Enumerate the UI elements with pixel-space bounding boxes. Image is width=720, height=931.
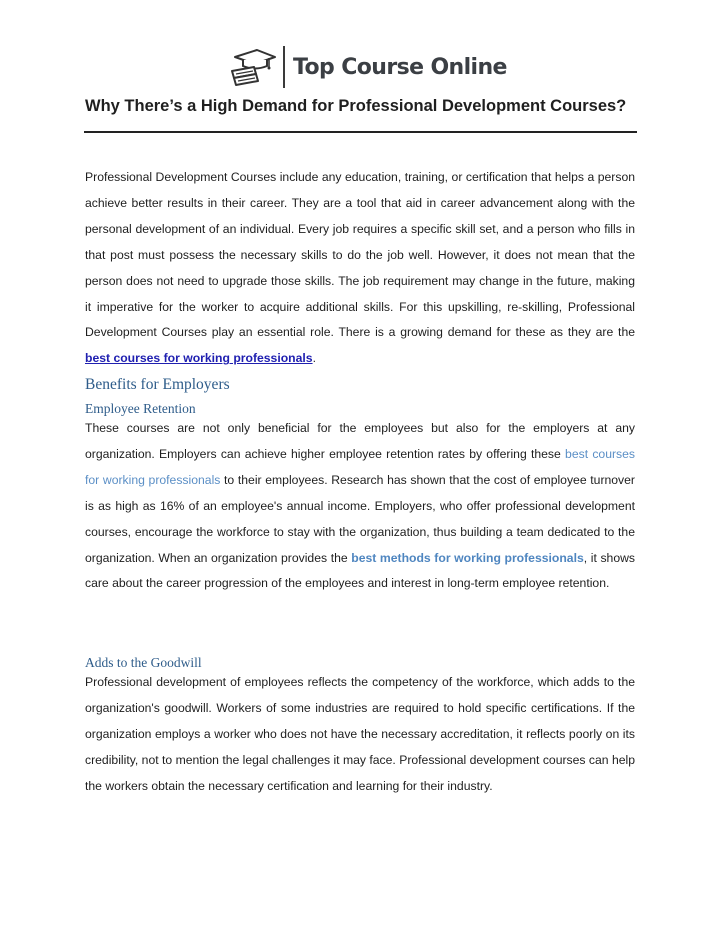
- title-divider: [84, 131, 637, 133]
- retention-text-1: These courses are not only beneficial for the employees but also for the employers at any organization. Employers can achieve higher employee retention rates by offering these: [85, 421, 635, 461]
- benefits-heading: Benefits for Employers: [85, 376, 230, 393]
- retention-heading: Employee Retention: [85, 401, 196, 416]
- best-methods-link[interactable]: best methods for working professionals: [351, 550, 584, 565]
- intro-paragraph: [85, 165, 635, 372]
- intro-end: .: [312, 351, 316, 366]
- best-courses-link-2[interactable]: best courses for working professionals: [85, 446, 635, 487]
- best-courses-link[interactable]: best courses for working professionals: [85, 351, 313, 366]
- logo-divider: [283, 46, 285, 88]
- retention-text-3: , it shows care about the career progression of the employees and interest in long-term employee retention.: [85, 550, 635, 591]
- retention-text-2: to their employees. Research has shown that the cost of employee turnover is as high as 16% of an employee's annual income. Employers, who offer professional development courses, encourage the workforce to stay with the organization, thus building a team dedicated to the organization. When an organization provides the: [85, 472, 635, 565]
- logo-text: Top Course Online: [293, 54, 507, 80]
- retention-paragraph: [85, 416, 635, 597]
- goodwill-heading: Adds to the Goodwill: [85, 655, 202, 670]
- goodwill-paragraph: Professional development of employees reflects the competency of the workforce, which adds to the organization's goodwill. Workers of some industries are required to hold specific certifications. If the organization employs a worker who does not have the necessary accreditation, it reflects poorly on its credibility, not to mention the legal challenges it may face. Professional development courses can help the workers obtain the necessary certification and learning for their industry.: [85, 675, 635, 793]
- intro-text: Professional Development Courses include any education, training, or certification that helps a person achieve better results in their career. They are a tool that aid in career advancement along with the personal development of an individual. Every job requires a specific skill set, and a person who fills in that post must possess the necessary skills to do the job well. However, it does not mean that the person does not need to upgrade those skills. The job requirement may change in the future, making it imperative for the worker to acquire additional skills. For this upskilling, re-skilling, Professional Development Courses play an essential role. There is a growing demand for these as they are the: [85, 170, 635, 340]
- graduation-cap-books-icon: [229, 47, 277, 87]
- brand-logo[interactable]: [229, 44, 507, 90]
- page-title: Why There’s a High Demand for Professional Development Courses?: [85, 97, 627, 115]
